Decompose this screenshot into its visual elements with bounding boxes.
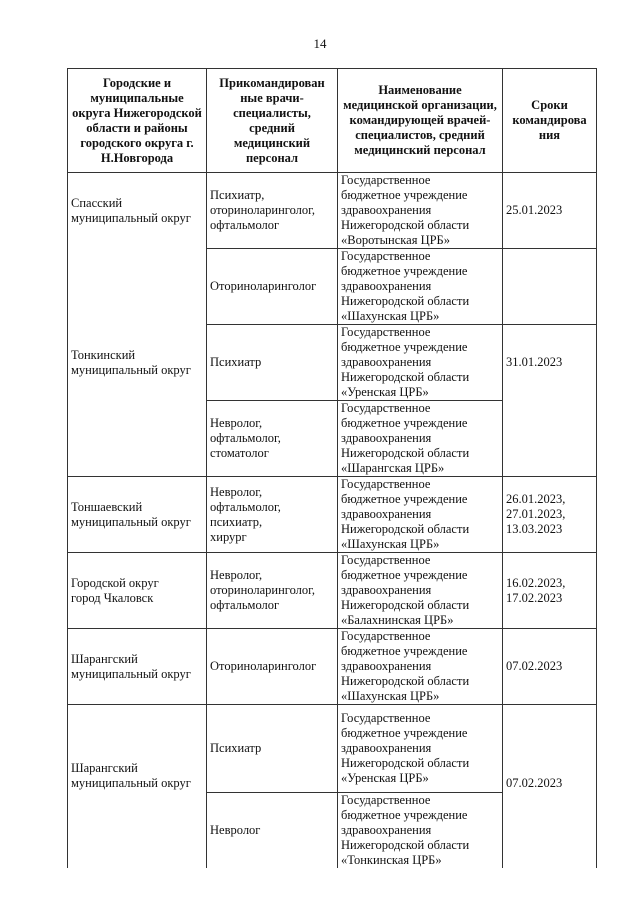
organization-text: Государственное бюджетное учреждение здравоохранения Нижегородской области «Шахунская ЦРБ» (341, 249, 470, 323)
organization-cell (338, 401, 503, 477)
dates-text: 26.01.2023, 27.01.2023, 13.03.2023 (506, 492, 566, 536)
district-text: Спасский муниципальный округ (71, 195, 191, 225)
specialists-text: Психиатр, оториноларинголог, офтальмолог (210, 188, 315, 232)
district-cell (68, 793, 207, 869)
district-text: Тоншаевский муниципальный округ (71, 499, 191, 529)
dates-cell (503, 401, 597, 477)
dates-cell (503, 249, 597, 325)
table-row (68, 705, 597, 793)
dates-cell (503, 477, 597, 553)
specialists-text: Невролог, офтальмолог, психиатр, хирург (210, 484, 281, 544)
organization-cell (338, 173, 503, 249)
district-cell (68, 401, 207, 477)
table-row (68, 477, 597, 553)
dates-text: 07.02.2023 (506, 659, 563, 673)
specialists-cell (207, 553, 338, 629)
organization-cell (338, 629, 503, 705)
specialists-text: Невролог, оториноларинголог, офтальмолог (210, 568, 315, 612)
header-organization: Наименование медицинской организации, командирующей врачей-специалистов, средний медицинский персонал (338, 69, 503, 173)
organization-text: Государственное бюджетное учреждение здравоохранения Нижегородской области «Шарангская ЦРБ» (341, 401, 470, 475)
table-row (68, 629, 597, 705)
dates-cell (503, 325, 597, 401)
district-text: Городской округ город Чкаловск (71, 575, 159, 605)
specialists-cell (207, 477, 338, 553)
header-specialists: Прикомандирован ные врачи-специалисты, средний медицинский персонал (207, 69, 338, 173)
specialists-cell (207, 705, 338, 793)
district-text: Шарангский муниципальный округ (71, 651, 191, 681)
organization-cell (338, 553, 503, 629)
dates-text: 16.02.2023, 17.02.2023 (506, 575, 566, 605)
organization-text: Государственное бюджетное учреждение здравоохранения Нижегородской области «Шахунская ЦРБ» (341, 629, 470, 703)
specialists-cell (207, 793, 338, 869)
dates-cell (503, 629, 597, 705)
organization-cell (338, 325, 503, 401)
dates-text: 07.02.2023 (506, 775, 563, 790)
table-row (68, 793, 597, 869)
organization-cell (338, 249, 503, 325)
table-header-row (68, 69, 597, 173)
organization-cell (338, 477, 503, 553)
specialists-cell (207, 325, 338, 401)
dates-cell (503, 173, 597, 249)
district-cell (68, 173, 207, 249)
dates-text: 25.01.2023 (506, 203, 563, 217)
district-cell (68, 629, 207, 705)
organization-cell (338, 793, 503, 869)
dates-cell (503, 793, 597, 869)
page-number: 14 (313, 36, 327, 51)
district-cell (68, 553, 207, 629)
organization-text: Государственное бюджетное учреждение здравоохранения Нижегородской области «Тонкинская ЦРБ» (341, 793, 470, 867)
dates-text: 31.01.2023 (506, 355, 563, 370)
organization-text: Государственное бюджетное учреждение здравоохранения Нижегородской области «Воротынская ЦРБ» (341, 173, 470, 247)
district-cell (68, 249, 207, 325)
table-row (68, 325, 597, 401)
specialists-text: Психиатр (210, 741, 262, 755)
specialists-text: Невролог (210, 823, 261, 837)
header-dates: Сроки командирова ния (503, 69, 597, 173)
organization-text: Государственное бюджетное учреждение здравоохранения Нижегородской области «Уренская ЦРБ» (341, 711, 470, 785)
organization-text: Государственное бюджетное учреждение здравоохранения Нижегородской области «Шахунская ЦРБ» (341, 477, 470, 551)
specialists-text: Оториноларинголог (210, 659, 317, 673)
dates-cell (503, 553, 597, 629)
district-text: Тонкинский муниципальный округ (71, 347, 191, 377)
dates-cell (503, 705, 597, 793)
specialists-cell (207, 173, 338, 249)
district-cell (68, 705, 207, 793)
header-districts: Городские и муниципальные округа Нижегородской области и районы городского округа г. Н.Новгорода (68, 69, 207, 173)
assignment-table (67, 68, 597, 868)
specialists-cell (207, 629, 338, 705)
district-text: Шарангский муниципальный округ (71, 760, 191, 790)
district-cell (68, 477, 207, 553)
table-row (68, 173, 597, 249)
specialists-text: Невролог, офтальмолог, стоматолог (210, 416, 281, 460)
table-row (68, 553, 597, 629)
district-cell (68, 325, 207, 401)
specialists-text: Оториноларинголог (210, 279, 317, 293)
organization-text: Государственное бюджетное учреждение здравоохранения Нижегородской области «Балахнинская ЦРБ» (341, 553, 470, 627)
organization-text: Государственное бюджетное учреждение здравоохранения Нижегородской области «Уренская ЦРБ» (341, 325, 470, 399)
specialists-cell (207, 249, 338, 325)
specialists-text: Психиатр (210, 355, 262, 369)
specialists-cell (207, 401, 338, 477)
organization-cell (338, 705, 503, 793)
table-row (68, 401, 597, 477)
table-row (68, 249, 597, 325)
